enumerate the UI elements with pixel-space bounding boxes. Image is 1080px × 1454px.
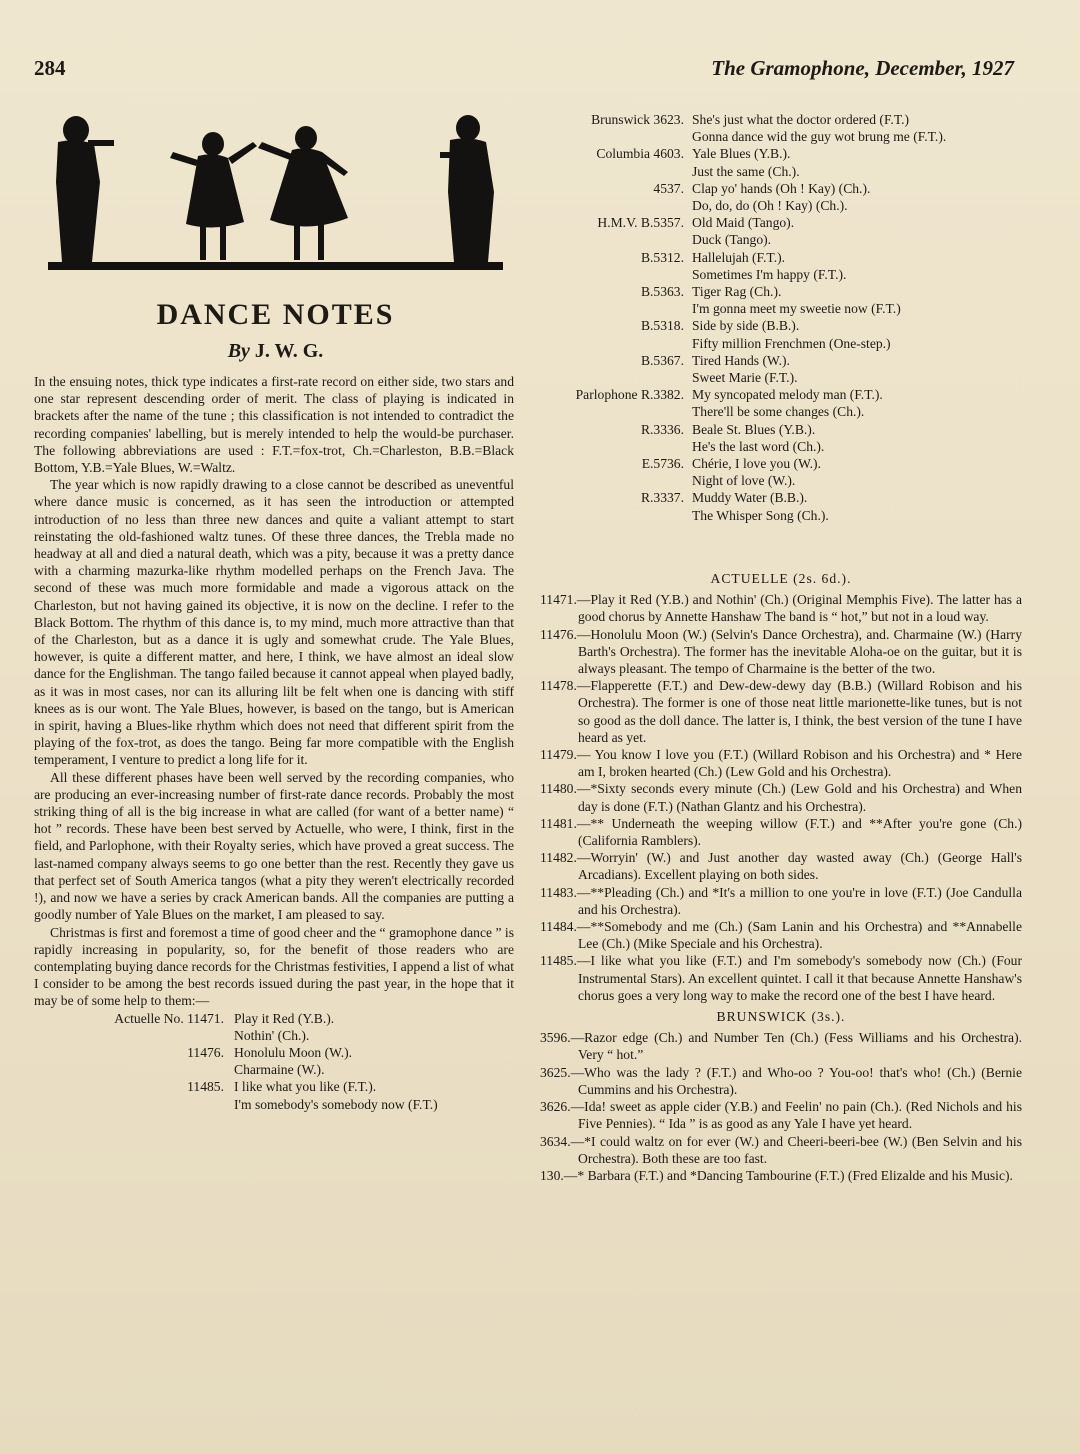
list-item: Actuelle No. 11471. Play it Red (Y.B.).: [114, 1010, 335, 1026]
list-item: Columbia 4603. Yale Blues (Y.B.).: [596, 146, 791, 162]
list-item: He's the last word (Ch.).: [692, 438, 825, 454]
record-reviews: [540, 556, 1022, 1184]
article-paragraph: The year which is now rapidly drawing to a close cannot be described as uneventful where dance music is concerned, as it has seen the introduction or attempted introduction of no less than three new dances and quite a valiant attempt to start reinstating the old-fashioned waltz tunes. Of these three dances, the Trebla made no headway at all and died a natural death, which was a pity, because it was a pretty dance with a charming mazurka-like rhythm modelled perhaps on the French Java. The second of these was much more formidable and made a vigorous attack on the Charleston, but not having gained its objective, it is now on the decline. I refer to the Black Bottom. The rhythm of this dance is, to my mind, much more attractive than that of the Charleston, but as a dance it is ugly and somewhat crude. The Yale Blues, however, is quite a different matter, and here, I think, we have almost an ideal slow dance for the Englishman. The tango failed because it cannot appeal when played badly, as it was in most cases, nor can its alluring lilt be felt when one is dancing with stiff knees as is our wont. The Yale Blues, however, is based on the tango, but is American in spirit, having a Blues-like rhythm which does not need that different spirit from the playing of the fox-trot, as does the tango. Being far more compatible with the English temperament, I venture to predict a long life for it.: [34, 477, 514, 768]
list-item: Just the same (Ch.).: [692, 163, 800, 179]
list-item: Sweet Marie (F.T.).: [692, 370, 798, 386]
running-head: The Gramophone, December, 1927: [711, 56, 1014, 80]
review-entry: 11483.—**Pleading (Ch.) and *It's a million to one you're in love (F.T.) (Joe Candulla and his Orchestra).: [540, 884, 1022, 917]
list-item: B.5367. Tired Hands (W.).: [640, 352, 790, 368]
section-heading-brunswick: BRUNSWICK (3s.).: [716, 1009, 846, 1025]
article-title: DANCE NOTES: [156, 298, 395, 331]
review-entry: 3625.—Who was the lady ? (F.T.) and Who-oo ? You-oo! that's who! (Ch.) (Bernie Cummins and his Orchestra).: [540, 1064, 1022, 1097]
list-item: Duck (Tango).: [692, 232, 772, 248]
list-item: There'll be some changes (Ch.).: [692, 404, 865, 420]
list-item: 11485. I like what you like (F.T.).: [187, 1079, 377, 1095]
list-item: Charmaine (W.).: [234, 1062, 325, 1078]
list-item: I'm gonna meet my sweetie now (F.T.): [692, 301, 901, 317]
page-number: 284: [34, 56, 66, 80]
best-records-list-right: [548, 111, 1018, 524]
left-column: [34, 373, 514, 1113]
review-entry: 11485.—I like what you like (F.T.) and I'm somebody's somebody now (Ch.) (Four Instrumental Stars). An excellent quintet. I call it that because Annette Hanshaw's chorus goes a very long way to make the record one of the best I have heard.: [540, 953, 1022, 1003]
review-entry: 3626.—Ida! sweet as apple cider (Y.B.) and Feelin' no pain (Ch.). (Red Nichols and his Five Pennies). “ Ida ” is as good as any Yale I have yet heard.: [540, 1099, 1022, 1132]
list-item: R.3336. Beale St. Blues (Y.B.).: [640, 421, 816, 437]
best-records-list-left: [34, 1010, 438, 1113]
dancers-silhouette-illustration: [48, 112, 503, 270]
list-item: Gonna dance wid the guy wot brung me (F.T.).: [692, 129, 947, 145]
review-entry: 3596.—Razor edge (Ch.) and Number Ten (Ch.) (Fess Williams and his Orchestra). Very “ hot.”: [540, 1030, 1022, 1063]
byline-prefix: By: [227, 340, 250, 362]
review-entry: 11471.—Play it Red (Y.B.) and Nothin' (Ch.) (Original Memphis Five). The latter has a good chorus by Annette Hanshaw The band is “ hot,” but not in a loud way.: [540, 592, 1022, 625]
byline-name: J. W. G.: [254, 340, 324, 362]
list-item: Parlophone R.3382. My syncopated melody man (F.T.).: [575, 387, 883, 403]
list-item: 4537. Clap yo' hands (Oh ! Kay) (Ch.).: [653, 180, 871, 196]
list-item: E.5736. Chérie, I love you (W.).: [641, 456, 821, 472]
list-item: B.5318. Side by side (B.B.).: [640, 318, 800, 334]
list-item: Fifty million Frenchmen (One-step.): [692, 335, 891, 351]
list-item: Night of love (W.).: [692, 473, 796, 489]
review-entry: 3634.—*I could waltz on for ever (W.) and Cheeri-beeri-bee (W.) (Ben Selvin and his Orchestra). Both these are too fast.: [540, 1133, 1022, 1166]
review-entry: 11478.—Flapperette (F.T.) and Dew-dew-dewy day (B.B.) (Willard Robison and his Orchestra). The former is one of those neat little marionette-like tunes, but is not so good as the doll dance. The latter is, I think, the best version of the tune I have heard as yet.: [540, 678, 1022, 745]
list-item: Do, do, do (Oh ! Kay) (Ch.).: [692, 198, 848, 214]
list-item: B.5363. Tiger Rag (Ch.).: [640, 284, 782, 300]
article-paragraph: Christmas is first and foremost a time of good cheer and the “ gramophone dance ” is rapidly increasing in popularity, so, for the benefit of those readers who are contemplating buying dance records for the Christmas festivities, I append a list of what I consider to be among the best records issued during the past year, in the hope that it may be of some help to them:—: [34, 924, 514, 1009]
review-entry: 130.—* Barbara (F.T.) and *Dancing Tambourine (F.T.) (Fred Elizalde and his Music).: [540, 1167, 1013, 1183]
list-item: B.5312. Hallelujah (F.T.).: [640, 249, 786, 265]
list-item: I'm somebody's somebody now (F.T.): [234, 1096, 438, 1112]
article-paragraph: In the ensuing notes, thick type indicates a first-rate record on either side, two stars and one star represent descending order of merit. The class of playing is indicated in brackets after the name of the tune ; this classification is not intended to contradict the recording companies' labelling, but is merely intended to help the would-be purchaser. The following abbreviations are used : F.T.=fox-trot, Ch.=Charleston, B.B.=Black Bottom, Y.B.=Yale Blues, W.=Waltz.: [34, 374, 514, 476]
section-heading-actuelle: ACTUELLE (2s. 6d.).: [710, 571, 852, 586]
review-entry: 11476.—Honolulu Moon (W.) (Selvin's Dance Orchestra), and. Charmaine (W.) (Harry Barth's Orchestra). The former has the inevitable Aloha-oe on the guitar, but it is always pleasant. The tempo of Charmaine is the better of the two.: [540, 626, 1022, 677]
review-entry: 11479.— You know I love you (F.T.) (Willard Robison and his Orchestra) and * Here am I, broken hearted (Ch.) (Lew Gold and his Orchestra).: [540, 747, 1022, 780]
list-item: Nothin' (Ch.).: [234, 1027, 310, 1043]
list-item: 11476. Honolulu Moon (W.).: [187, 1044, 353, 1060]
list-item: Brunswick 3623. She's just what the doctor ordered (F.T.): [591, 112, 910, 127]
article-paragraph: All these different phases have been well served by the recording companies, who are producing an ever-increasing number of first-rate dance records. Probably the most striking thing of all is the big increase in what are called (for want of a better name) “ hot ” records. These have been best served by Actuelle, who were, I think, first in the field, and Parlophone, with their Royalty series, which have proved a great success. The last-named company always seems to go one better than the rest. Recently they gave us that perfect set of South America tangos (what a pity they weren't electrically recorded !), and now we have a series by crack American bands. All the companies are putting a goodly number of Yale Blues on the market, I am pleased to say.: [34, 769, 514, 923]
list-item: R.3337. Muddy Water (B.B.).: [640, 490, 808, 506]
list-item: Sometimes I'm happy (F.T.).: [692, 266, 847, 282]
review-entry: 11480.—*Sixty seconds every minute (Ch.) (Lew Gold and his Orchestra) and When day is done (F.T.) (Nathan Glantz and his Orchestra).: [540, 781, 1022, 814]
byline: [48, 340, 503, 363]
review-entry: 11481.—** Underneath the weeping willow (F.T.) and **After you're gone (Ch.) (California Ramblers).: [540, 815, 1022, 849]
list-item: The Whisper Song (Ch.).: [692, 507, 829, 523]
review-entry: 11484.—**Somebody and me (Ch.) (Sam Lanin and his Orchestra) and **Annabelle Lee (Ch.) (Mike Speciale and his Orchestra).: [540, 919, 1022, 952]
list-item: H.M.V. B.5357. Old Maid (Tango).: [597, 215, 795, 231]
review-entry: 11482.—Worryin' (W.) and Just another day wasted away (Ch.) (George Hall's Arcadians). Excellent playing on both sides.: [540, 850, 1022, 883]
